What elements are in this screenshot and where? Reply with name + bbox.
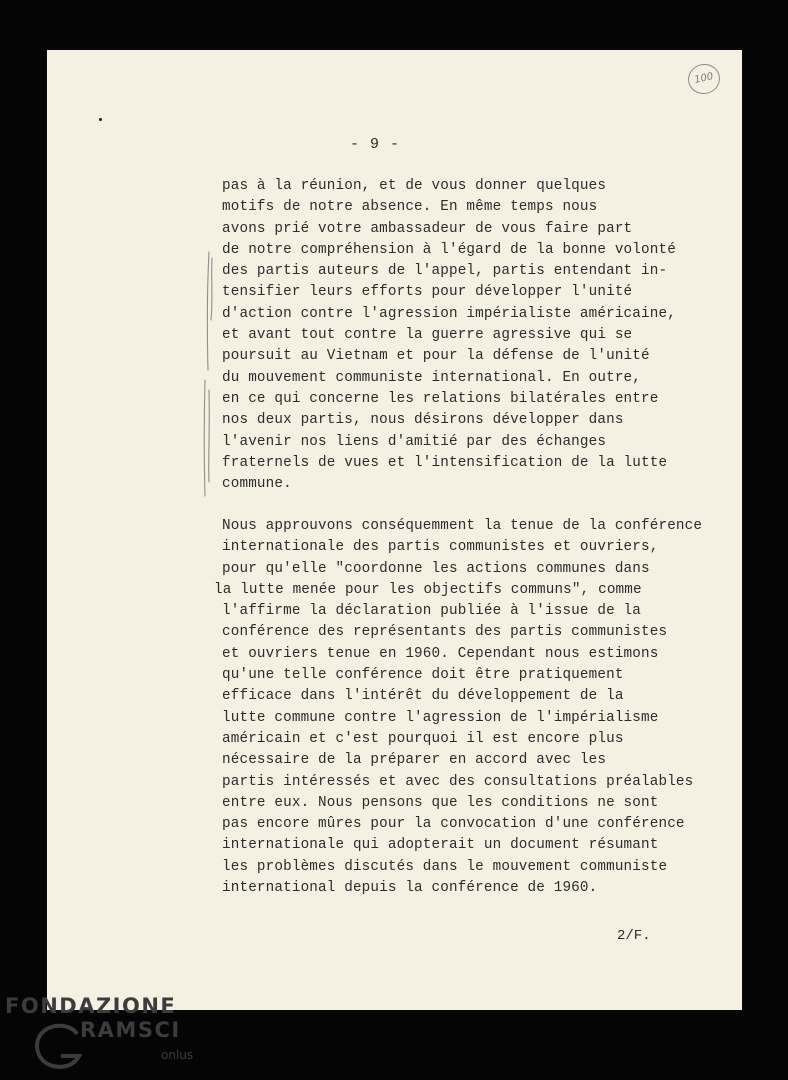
text-line: nos deux partis, nous désirons développer dans (222, 412, 624, 429)
watermark-line-2: RAMSCI (80, 1018, 181, 1042)
text-line: d'action contre l'agression impérialiste américaine, (222, 305, 676, 322)
text-line: entre eux. Nous pensons que les conditions ne sont (222, 794, 659, 811)
text-line: pour qu'elle "coordonne les actions communes dans (222, 560, 650, 577)
text-line: l'affirme la déclaration publiée à l'issue de la (222, 603, 642, 620)
text-line: nécessaire de la préparer en accord avec les (222, 752, 607, 769)
text-line: Nous approuvons conséquemment la tenue de la conférence (222, 518, 703, 534)
text-line: avons prié votre ambassadeur de vous faire part (222, 220, 633, 237)
fondazione-gramsci-watermark (5, 994, 205, 1074)
text-line: poursuit au Vietnam et pour la défense de l'unité (222, 348, 650, 365)
text-line: internationale des partis communistes et ouvriers, (222, 539, 659, 556)
text-line: pas encore mûres pour la convocation d'une conférence (222, 816, 685, 833)
watermark-subtitle: onlus (161, 1048, 194, 1062)
text-line: la lutte menée pour les objectifs communs", comme (214, 581, 642, 598)
continuation-marker: 2/F. (617, 928, 651, 944)
text-line: international depuis la conférence de 1960. (222, 880, 598, 897)
text-line: motifs de notre absence. En même temps nous (222, 199, 598, 216)
text-line: lutte commune contre l'agression de l'impérialisme (222, 709, 659, 726)
watermark-line-1: FONDAZIONE (5, 994, 177, 1018)
text-line: des partis auteurs de l'appel, partis entendant in- (222, 263, 668, 280)
text-line: conférence des représentants des partis communistes (222, 624, 668, 641)
paragraph-2 (214, 516, 703, 899)
text-line: les problèmes discutés dans le mouvement communiste (222, 858, 668, 875)
text-line: commune. (222, 476, 292, 493)
text-line: et avant tout contre la guerre agressive qui se (222, 327, 633, 344)
text-line: tensifier leurs efforts pour développer l'unité (222, 284, 633, 301)
text-line: efficace dans l'intérêt du développement de la (222, 688, 624, 705)
text-line: qu'une telle conférence doit être pratiquement (222, 667, 624, 684)
text-line: fraternels de vues et l'intensification de la lutte (222, 454, 668, 471)
folio-stamp: 100 (685, 61, 723, 97)
text-line: en ce qui concerne les relations bilatérales entre (222, 390, 659, 407)
text-line: l'avenir nos liens d'amitié par des échanges (222, 433, 607, 450)
text-line: du mouvement communiste international. En outre, (222, 369, 642, 386)
text-line: internationale qui adopterait un document résumant (222, 837, 659, 854)
page-number: - 9 - (350, 136, 401, 153)
text-line: pas à la réunion, et de vous donner quelques (222, 178, 607, 194)
ink-dot (99, 118, 102, 121)
text-line: américain et c'est pourquoi il est encore plus (222, 730, 624, 747)
paragraph-1 (222, 176, 676, 495)
text-line: et ouvriers tenue en 1960. Cependant nous estimons (222, 645, 659, 662)
pencil-margin-marks (195, 250, 225, 500)
text-line: de notre compréhension à l'égard de la bonne volonté (222, 241, 676, 258)
text-line: partis intéressés et avec des consultations préalables (222, 773, 694, 790)
